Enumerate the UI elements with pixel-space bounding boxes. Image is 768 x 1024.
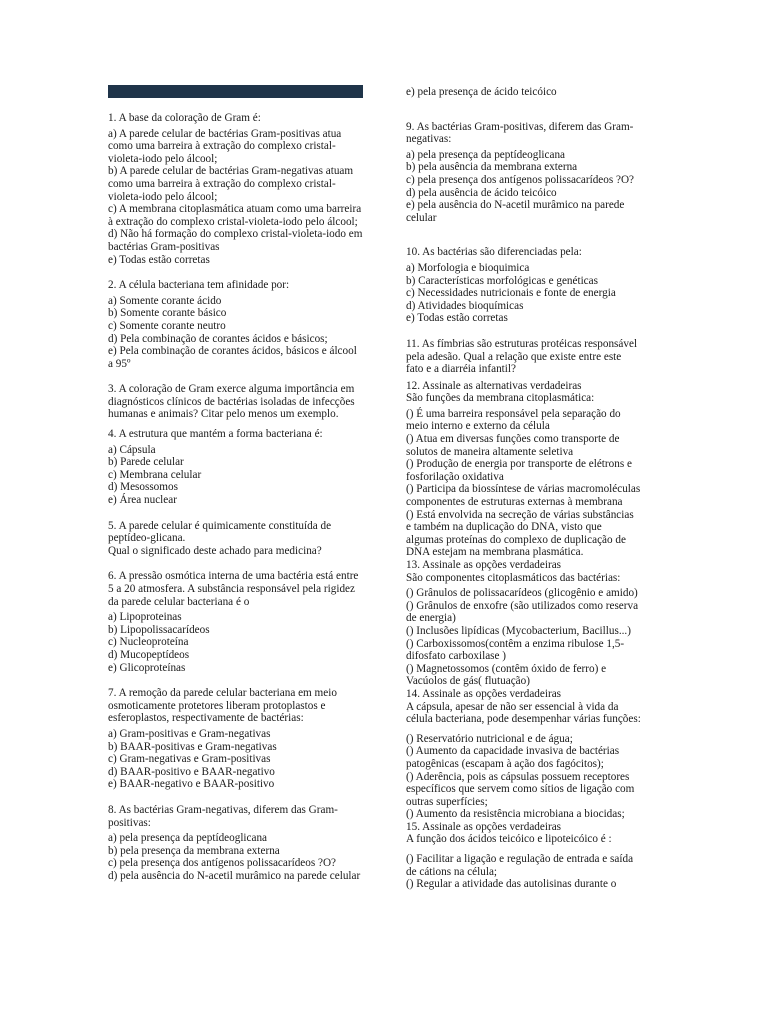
option: c) A membrana citoplasmática atuam como uma barreira à extração do complexo cristal-violeta-iodo pelo álcool; [108, 203, 362, 228]
option: a) Lipoproteinas [108, 611, 182, 624]
option: d) Mucopeptídeos [108, 648, 190, 661]
question-10 [406, 246, 641, 325]
option: b) Lipopolissacarídeos [108, 623, 210, 636]
option: b) Características morfológicas e genéticas [406, 274, 598, 287]
option: b) Somente corante básico [108, 307, 227, 320]
header-bar [108, 85, 363, 98]
option: a) A parede celular de bactérias Gram-positivas atua como uma barreira à extração do complexo cristal-violeta-iodo pelo álcool; [108, 127, 342, 165]
option: c) Necessidades nutricionais e fonte de energia [406, 287, 616, 300]
question-subtitle: A função dos ácidos teicóico e lipoteicóico é : [406, 833, 612, 846]
question-title: 2. A célula bacteriana tem afinidade por: [108, 279, 290, 292]
question-subtitle: São funções da membrana citoplasmática: [406, 392, 595, 405]
question-prompt: Qual o significado deste achado para medicina? [108, 544, 322, 557]
option: () Inclusões lipídicas (Mycobacterium, Bacillus...) [406, 624, 631, 637]
option: e) Área nuclear [108, 494, 177, 507]
option: () Produção de energia por transporte de elétrons e fosforilação oxidativa [406, 458, 632, 483]
question-14 [406, 688, 641, 821]
option: () Regular a atividade das autolisinas durante o [406, 878, 617, 891]
option: e) Pela combinação de corantes ácidos, básicos e álcool a 95º [108, 345, 357, 370]
option: c) Somente corante neutro [108, 319, 226, 332]
question-15 [406, 821, 641, 891]
option: a) Gram-positivas e Gram-negativas [108, 727, 271, 740]
option: () Aumento da resistência microbiana a biocidas; [406, 808, 625, 821]
question-title: 12. Assinale as alternativas verdadeiras [406, 379, 582, 392]
option: () Reservatório nutricional e de água; [406, 732, 573, 745]
question-title: 1. A base da coloração de Gram é: [108, 112, 261, 124]
option: () Grânulos de polissacarídeos (glicogênio e amido) [406, 587, 638, 600]
option: () Aderência, pois as cápsulas possuem receptores específicos que servem como sítios de ligação com outras superfícies; [406, 770, 635, 808]
question-title: 9. As bactérias Gram-positivas, diferem das Gram-negativas: [406, 120, 634, 146]
option: () Está envolvida na secreção de várias substâncias e também na duplicação do DNA, visto que algumas proteínas do complexo de duplicação de DNA estejam na membrana plasmática. [406, 508, 634, 559]
question-title: 4. A estrutura que mantém a forma bacteriana é: [108, 428, 323, 441]
option: a) Morfologia e bioquimica [406, 261, 530, 274]
left-column [108, 112, 363, 882]
option: () É uma barreira responsável pela separação do meio interno e externo da célula [406, 407, 621, 433]
option: c) pela presença dos antígenos polissacarídeos ?O? [406, 173, 635, 186]
question-2 [108, 279, 363, 370]
question-12 [406, 380, 641, 559]
option: e) Todas estão corretas [406, 312, 508, 325]
option: () Participa da biossíntese de várias macromoléculas componentes de estruturas externas à membrana [406, 483, 641, 509]
option: e) pela ausência do N-acetil murâmico na parede celular [406, 199, 625, 224]
option: () Atua em diversas funções como transporte de solutos de maneira altamente seletiva [406, 433, 620, 458]
option: c) Membrana celular [108, 468, 202, 481]
option: b) A parede celular de bactérias Gram-negativas atuam como uma barreira à extração do complexo cristal-violeta-iodo pelo álcool; [108, 165, 354, 203]
question-title: 14. Assinale as opções verdadeiras [406, 687, 562, 700]
option: b) Parede celular [108, 456, 184, 469]
option: e) Glicoproteínas [108, 661, 186, 674]
option-continued: e) pela presença de ácido teicóico [406, 86, 557, 98]
option: c) Nucleoproteína [108, 636, 189, 649]
question-title: 8. As bactérias Gram-negativas, diferem das Gram-positivas: [108, 803, 338, 829]
option: c) pela presença dos antígenos polissacarídeos ?O? [108, 857, 337, 870]
question-5 [108, 520, 363, 558]
question-subtitle: São componentes citoplasmáticos das bactérias: [406, 571, 621, 584]
question-9 [406, 121, 641, 225]
option: d) Não há formação do complexo cristal-violeta-iodo em bactérias Gram-positivas [108, 228, 363, 253]
option: b) BAAR-positivas e Gram-negativas [108, 740, 277, 753]
question-1 [108, 112, 363, 266]
option: d) pela ausência de ácido teicóico [406, 186, 557, 199]
option: c) Gram-negativas e Gram-positivas [108, 753, 271, 766]
option: () Carboxissomos(contêm a enzima ribulose 1,5-difosfato carboxilase ) [406, 637, 625, 663]
question-title: 5. A parede celular é quimicamente constituída de peptídeo-glicana. [108, 519, 332, 545]
question-8 [108, 804, 363, 883]
option: () Aumento da capacidade invasiva de bactérias patogênicas (escapam à ação dos fagócitos); [406, 745, 620, 770]
question-3 [108, 383, 363, 421]
right-column [406, 86, 641, 891]
question-title: 3. A coloração de Gram exerce alguma importância em diagnósticos clínicos de bactérias isoladas de infecções humanas e animais? Citar pelo menos um exemplo. [108, 383, 355, 421]
option: b) pela ausência da membrana externa [406, 161, 578, 174]
question-11 [406, 338, 641, 376]
option: () Facilitar a ligação e regulação de entrada e saída de cátions na célula; [406, 853, 634, 878]
question-6 [108, 570, 363, 674]
question-title: 13. Assinale as opções verdadeiras [406, 559, 562, 571]
option: a) pela presença da peptídeoglicana [406, 148, 566, 161]
question-title: 7. A remoção da parede celular bacteriana em meio osmoticamente protetores liberam protoplastos e esferoplastos, respectivamente de bactérias: [108, 687, 337, 725]
question-title: 15. Assinale as opções verdadeiras [406, 820, 562, 833]
option: e) Todas estão corretas [108, 253, 210, 266]
option: a) Cápsula [108, 443, 156, 456]
option: d) BAAR-positivo e BAAR-negativo [108, 765, 275, 778]
option: d) Atividades bioquímicas [406, 299, 524, 312]
option: e) BAAR-negativo e BAAR-positivo [108, 778, 275, 791]
option: a) Somente corante ácido [108, 294, 222, 307]
option: d) Pela combinação de corantes ácidos e básicos; [108, 332, 328, 345]
question-title: 11. As fímbrias são estruturas protéicas responsável pela adesão. Qual a relação que existe entre este fato e a diarréia infantil? [406, 337, 638, 376]
option: a) pela presença da peptídeoglicana [108, 832, 268, 845]
question-title: 10. As bactérias são diferenciadas pela: [406, 246, 582, 259]
option: b) pela presença da membrana externa [108, 844, 280, 857]
question-subtitle: A cápsula, apesar de não ser essencial à vida da célula bacteriana, pode desempenhar várias funções: [406, 700, 641, 726]
option: () Grânulos de enxofre (são utilizados como reserva de energia) [406, 599, 639, 625]
question-13 [406, 559, 641, 688]
question-4 [108, 428, 363, 507]
option: () Magnetossomos (contêm óxido de ferro) e Vacúolos de gás( flutuação) [406, 662, 607, 688]
question-title: 6. A pressão osmótica interna de uma bactéria está entre 5 a 20 atmosfera. A substância responsável pela rigidez da parede celular bacteriana é o [108, 570, 359, 608]
option: d) Mesossomos [108, 481, 178, 494]
option: d) pela ausência do N-acetil murâmico na parede celular [108, 869, 361, 882]
question-7 [108, 687, 363, 791]
